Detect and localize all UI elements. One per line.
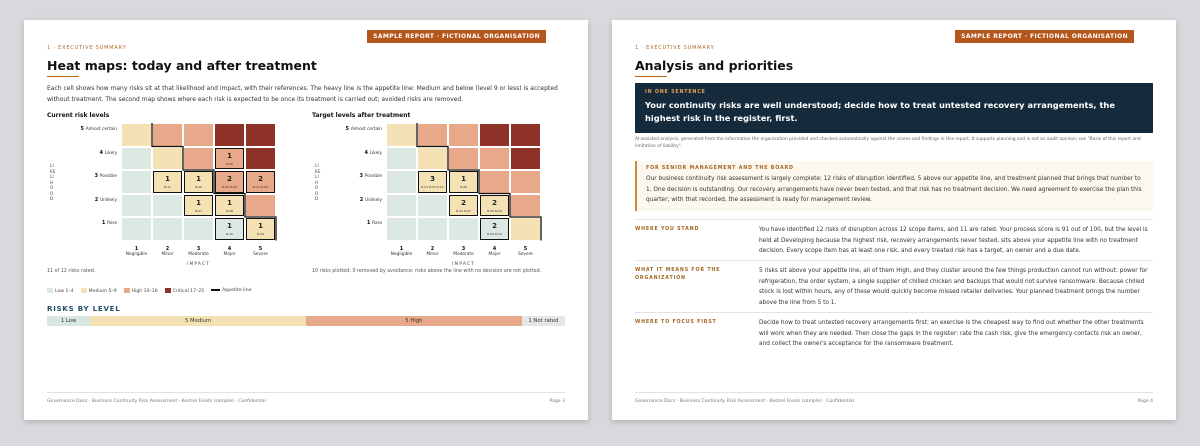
cell-refs: R-06 [460,185,467,189]
cell-refs: R-04 [257,232,264,236]
appetite-line [312,112,562,252]
row-number: 3 [359,173,365,179]
column-number: 5 [258,245,263,252]
cell-count: 3 [430,175,435,183]
legend-swatch [47,288,53,293]
cell-refs: R-01 R-03 R-11 [421,185,444,189]
heatmap-title: Current risk levels [47,112,110,119]
cell-refs: R-05 R-09 [487,208,502,213]
cell-count: 1 [227,222,232,230]
row-number: 5 [80,126,86,132]
cell-count: 1 [165,175,170,183]
column-label [214,246,245,259]
row-number: 4 [99,149,105,156]
column-number: 5 [523,245,528,252]
legend-label: Appetite line [222,288,252,293]
cell-count: 1 [196,198,201,207]
senior-management-box [635,161,1153,211]
row-text: Rare [372,221,382,226]
page-number: Page 3 [549,399,565,404]
cell-count: 1 [227,151,232,160]
legend-label: High 10–16 [131,289,158,294]
row-number: 1 [101,220,108,226]
ai-disclaimer: AI-assisted analysis, generated from the information the organization provided and checked automatically against the scores and findings in this report. It supports planning and is not an audit opinion; see "Basis of this report and limitation of liability". [635,137,1141,149]
column-label [183,246,214,259]
page-number: Page 4 [1137,399,1153,404]
section-text: Decide how to treat untested recovery arrangements first: an exercise is the cheapest way to find out whether the other treatments will work when they are needed. Then close the gaps in the register: rate the cash risk, give the emergency contacts risk an owner, and collect the owner's acceptance for the ransomware treatment. [759,320,1144,347]
column-text: Minor [161,252,174,257]
column-text: Negligible [125,252,148,257]
legend-swatch [124,288,130,293]
callout-headline: Your continuity risks are well understood; decide how to treat untested recovery arrangements, the highest risk in the register, first. [645,100,1115,123]
legend-item [165,288,205,294]
x-axis-label: IMPACT [187,261,210,267]
y-axis-label: LIKELIHOOD [315,163,321,201]
legend-label: Low 1–4 [55,289,74,294]
legend-line-swatch [211,289,220,291]
column-number: 4 [227,245,232,252]
heatmap-legend [47,288,251,294]
section-label: WHERE TO FOCUS FIRST [635,320,717,325]
row-number: 1 [366,220,373,226]
cell-refs: R-10 [226,232,233,236]
row-text: Unlikely [100,197,117,203]
section-kicker: 1 · EXECUTIVE SUMMARY [635,45,715,51]
title-underline [635,76,667,77]
column-number: 3 [196,245,201,252]
section-where-you-stand [635,219,1153,257]
risks-by-level-bar [47,316,565,326]
footer-text: Governance Docs · Business Continuity Risk Assessment · Kestrel Foods (sample) · Confidential [635,399,854,404]
cell-refs: R-02 R-03 [222,185,237,189]
row-text: Almost certain [350,127,382,132]
column-label [121,246,152,259]
heatmap-note: 11 of 12 risks rated. [47,269,96,274]
appetite-line-path [417,123,541,241]
column-label [479,246,510,259]
cell-refs: R-08 [226,208,233,213]
cell-count: 1 [461,175,466,183]
section-label: WHERE YOU STAND [635,227,700,232]
senior-management-text: Our business continuity risk assessment is largely complete: 12 risks of disruption identified, 5 above our appetite line, and treatment planned that brings that number to 1. One decision is outstanding. Our recovery arrangements have never been tested, and that risk has no treatment decision. We need agreement to exercise the plan this quarter; with that recorded, the assessment is ready for management review. [646,176,1142,203]
cell-refs: R-05 [226,161,233,166]
page-title: Heat maps: today and after treatment [47,58,317,73]
column-text: Major [223,252,236,257]
page-title: Analysis and priorities [635,58,794,73]
legend-label: Medium 5–9 [88,289,117,294]
cell-count: 1 [258,222,263,230]
cell-count: 2 [258,175,263,183]
footer-text: Governance Docs · Business Continuity Risk Assessment · Kestrel Foods (sample) · Confidential [47,399,266,404]
column-label [510,246,541,259]
column-label [152,246,183,259]
legend-item-appetite [211,288,251,294]
cell-refs: R-02 R-07 [456,208,471,213]
intro-paragraph: Each cell shows how many risks sit at that likelihood and impact, with their references. The heavy line is the appetite line: Medium and below (level 9 or less) is accepted without treatment. The second map shows where each risk is expected to be once its treatment is carried out; avoided risks are removed. [47,85,558,103]
cell-refs: R-11 [164,185,171,189]
section-label: WHAT IT MEANS FOR THE ORGANIZATION [635,268,721,281]
column-text: Negligible [390,252,413,257]
cell-count: 2 [227,175,232,183]
cell-refs: R-06 [195,185,202,189]
section-kicker: 1 · EXECUTIVE SUMMARY [47,45,127,51]
legend-item [124,288,158,294]
legend-item [47,288,74,294]
heatmap-note: 10 risks plotted; 0 removed by avoidance; risks above the line with no decision are not plotted. [312,269,542,274]
cell-count: 2 [492,198,497,207]
row-text: Possible [99,174,117,179]
title-underline [47,76,79,77]
x-axis-label: IMPACT [452,261,475,267]
column-text: Moderate [188,252,209,257]
column-text: Severe [253,252,268,257]
row-text: Possible [364,174,382,179]
column-number: 2 [165,245,170,252]
row-text: Likely [104,150,117,156]
column-text: Minor [426,252,439,257]
one-sentence-callout [635,83,1153,133]
legend-item [81,288,117,294]
row-number: 4 [364,149,370,156]
cell-count: 2 [461,198,466,207]
row-number: 5 [345,126,351,132]
column-number: 3 [461,245,466,252]
row-text: Almost certain [85,127,117,132]
report-page-3 [24,20,588,420]
column-text: Moderate [453,252,474,257]
section-text: 5 risks sit above your appetite line, all of them High, and they cluster around the few things production cannot run without: power for refrigeration, the order system, a single supplier of chilled chicken and backups that would not survive ransomware. Because chilled stock is lost within hours, any of these would quickly become missed retailer deliveries. Your planned treatment brings the number above the line from 5 to 1. [759,268,1148,306]
page-footer [47,392,565,404]
cell-refs: R-04 R-10 [487,232,502,236]
column-label [417,246,448,259]
row-text: Unlikely [365,197,382,203]
section-text: You have identified 12 risks of disruption across 12 scope items, and 11 are rated. Your process score is 91 out of 100, but the level is held at Developing because the highest risk, recovery arrangements never tested, sits above your appetite line with no treatment decision. Every scope item has at least one risk, and every treated risk has a target, an owner and a due date. [759,227,1148,254]
column-number: 2 [430,245,435,252]
appetite-line-path [152,123,276,241]
cell-refs: R-01 R-09 [253,185,268,189]
section-what-it-means [635,260,1153,308]
column-label [245,246,276,259]
senior-management-kicker: FOR SENIOR MANAGEMENT AND THE BOARD [646,166,794,171]
risk-level-segment: 1 Not rated [522,316,565,326]
row-number: 2 [359,196,366,203]
column-label [386,246,417,259]
report-page-4 [612,20,1176,420]
legend-swatch [165,288,171,293]
cell-refs: R-07 [195,208,202,213]
y-axis-label: LIKELIHOOD [50,163,56,201]
row-number: 3 [94,173,100,179]
column-text: Severe [518,252,533,257]
row-text: Likely [369,150,382,156]
risk-level-segment: 1 Low [47,316,90,326]
current-risk-heatmap [47,112,297,302]
section-where-to-focus [635,312,1153,350]
risks-by-level-heading: RISKS BY LEVEL [47,305,121,313]
column-number: 1 [134,245,139,252]
target-risk-heatmap [312,112,562,302]
page-footer [635,392,1153,404]
cell-count: 1 [227,198,232,207]
column-text: Major [488,252,501,257]
sample-report-tag: SAMPLE REPORT · FICTIONAL ORGANISATION [367,30,546,43]
appetite-line [47,112,297,252]
callout-kicker: IN ONE SENTENCE [645,90,706,95]
column-label [448,246,479,259]
cell-count: 2 [492,222,497,230]
sample-report-tag: SAMPLE REPORT · FICTIONAL ORGANISATION [955,30,1134,43]
row-text: Rare [107,221,117,226]
column-number: 1 [399,245,404,252]
legend-swatch [81,288,87,293]
column-number: 4 [492,245,497,252]
cell-count: 1 [196,175,201,183]
risk-level-segment: 5 Medium [90,316,306,326]
legend-label: Critical 17–25 [172,289,205,294]
heatmap-title: Target levels after treatment [312,112,411,119]
row-number: 2 [94,196,101,203]
risk-level-segment: 5 High [306,316,522,326]
